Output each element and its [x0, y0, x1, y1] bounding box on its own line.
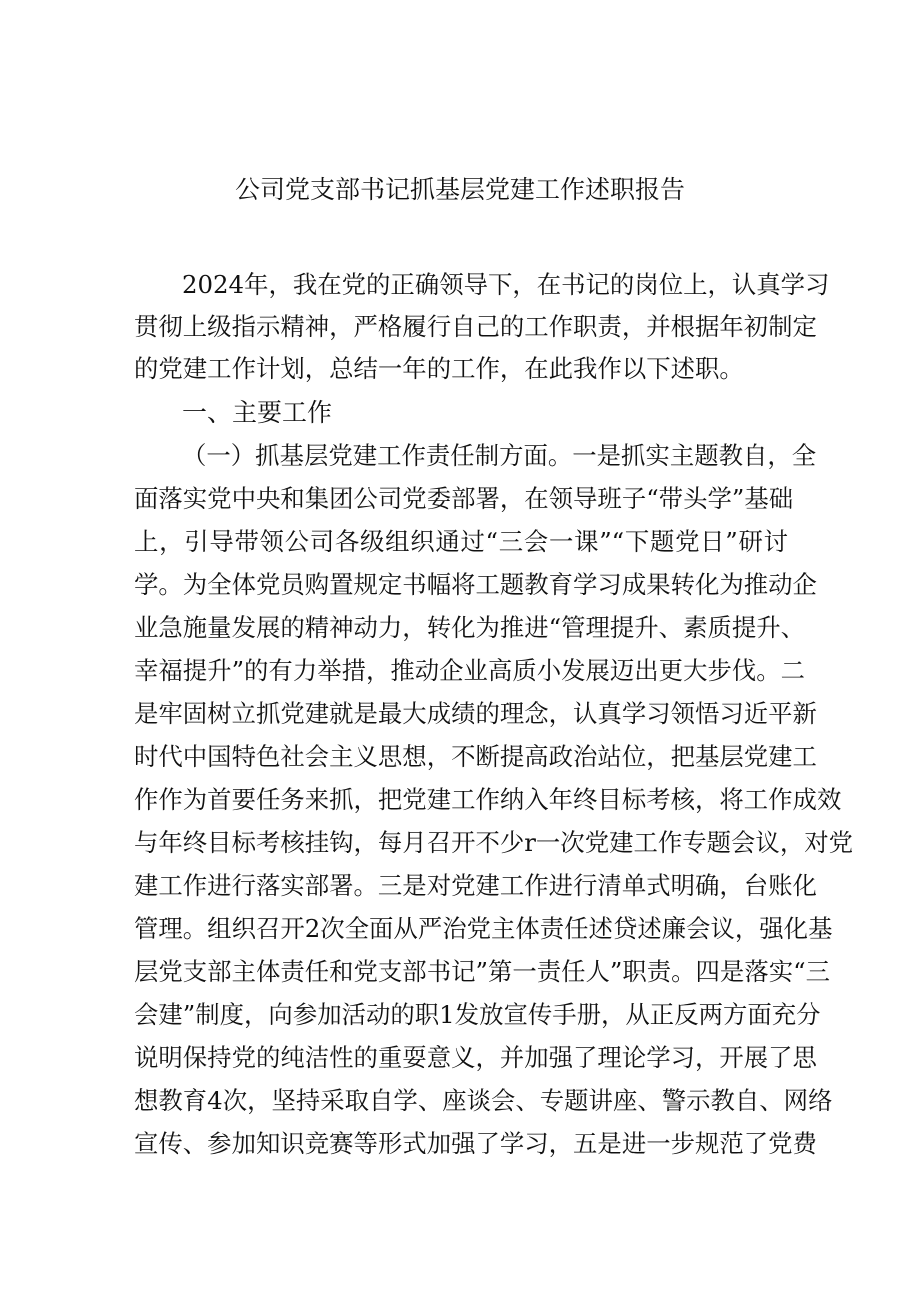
- body-line: 上，引导带领公司各级组织通过“三会一课”“下题党日”研讨: [134, 527, 788, 556]
- body-line: 面落实党中央和集团公司党委部署，在领导班子“带头学”基础: [134, 484, 794, 513]
- body-line: （一）抓基层党建工作责任制方面。一是抓实主题教自，全: [182, 441, 817, 470]
- body-line: 宣传、参加知识竞赛等形式加强了学习，五是进一步规范了党费: [134, 1129, 817, 1158]
- body-line: 业急施量发展的精神动力，转化为推进“管理提升、素质提升、: [134, 613, 806, 642]
- body-line: 学。为全体党员购置规定书幅将工题教育学习成果转化为推动企: [134, 570, 817, 599]
- body-line: 是牢固树立抓党建就是最大成绩的理念，认真学习领悟习近平新: [134, 699, 817, 728]
- body-line: 建工作进行落实部署。三是对党建工作进行清单式明确，台账化: [134, 871, 817, 900]
- body-line: 想教育4次，坚持采取自学、座谈会、专题讲座、警示教自、网络: [134, 1086, 833, 1115]
- body-line: 幸福提升”的有力举措，推动企业高质小发展迈出更大步伐。二: [134, 656, 806, 685]
- body-line: 作作为首要任务来抓，把党建工作纳入年终目标考核，将工作成效: [134, 785, 842, 814]
- section-heading: 一、主要工作: [182, 398, 333, 427]
- intro-line: 2024年，我在党的正确领导下，在书记的岗位上，认真学习: [182, 270, 830, 299]
- body-line: 管理。组织召开2次全面从严治党主体责任述贷述廉会议，强化基: [134, 914, 833, 943]
- body-line: 时代中国特色社会主义思想，不断提高政治站位，把基层党建工: [134, 742, 817, 771]
- body-line: 会建”制度，向参加活动的职1发放宣传手册，从正反两方面充分: [134, 1000, 821, 1029]
- body-line: 说明保持党的纯洁性的重耍意义，并加强了理论学习，开展了思: [134, 1043, 817, 1072]
- intro-line: 贯彻上级指示精神，严格履行自己的工作职责，并根据年初制定: [134, 312, 817, 341]
- intro-line: 的党建工作计划，总结一年的工作，在此我作以下述职。: [134, 354, 744, 383]
- body-line: 与年终目标考核挂钩，每月召开不少r一次党建工作专题会议，对党: [134, 828, 853, 857]
- document-title: 公司党支部书记抓基层党建工作述职报告: [234, 175, 685, 204]
- body-line: 层党支部主体责任和党支部书记”第一责任人”职责。四是落实“三: [134, 957, 830, 986]
